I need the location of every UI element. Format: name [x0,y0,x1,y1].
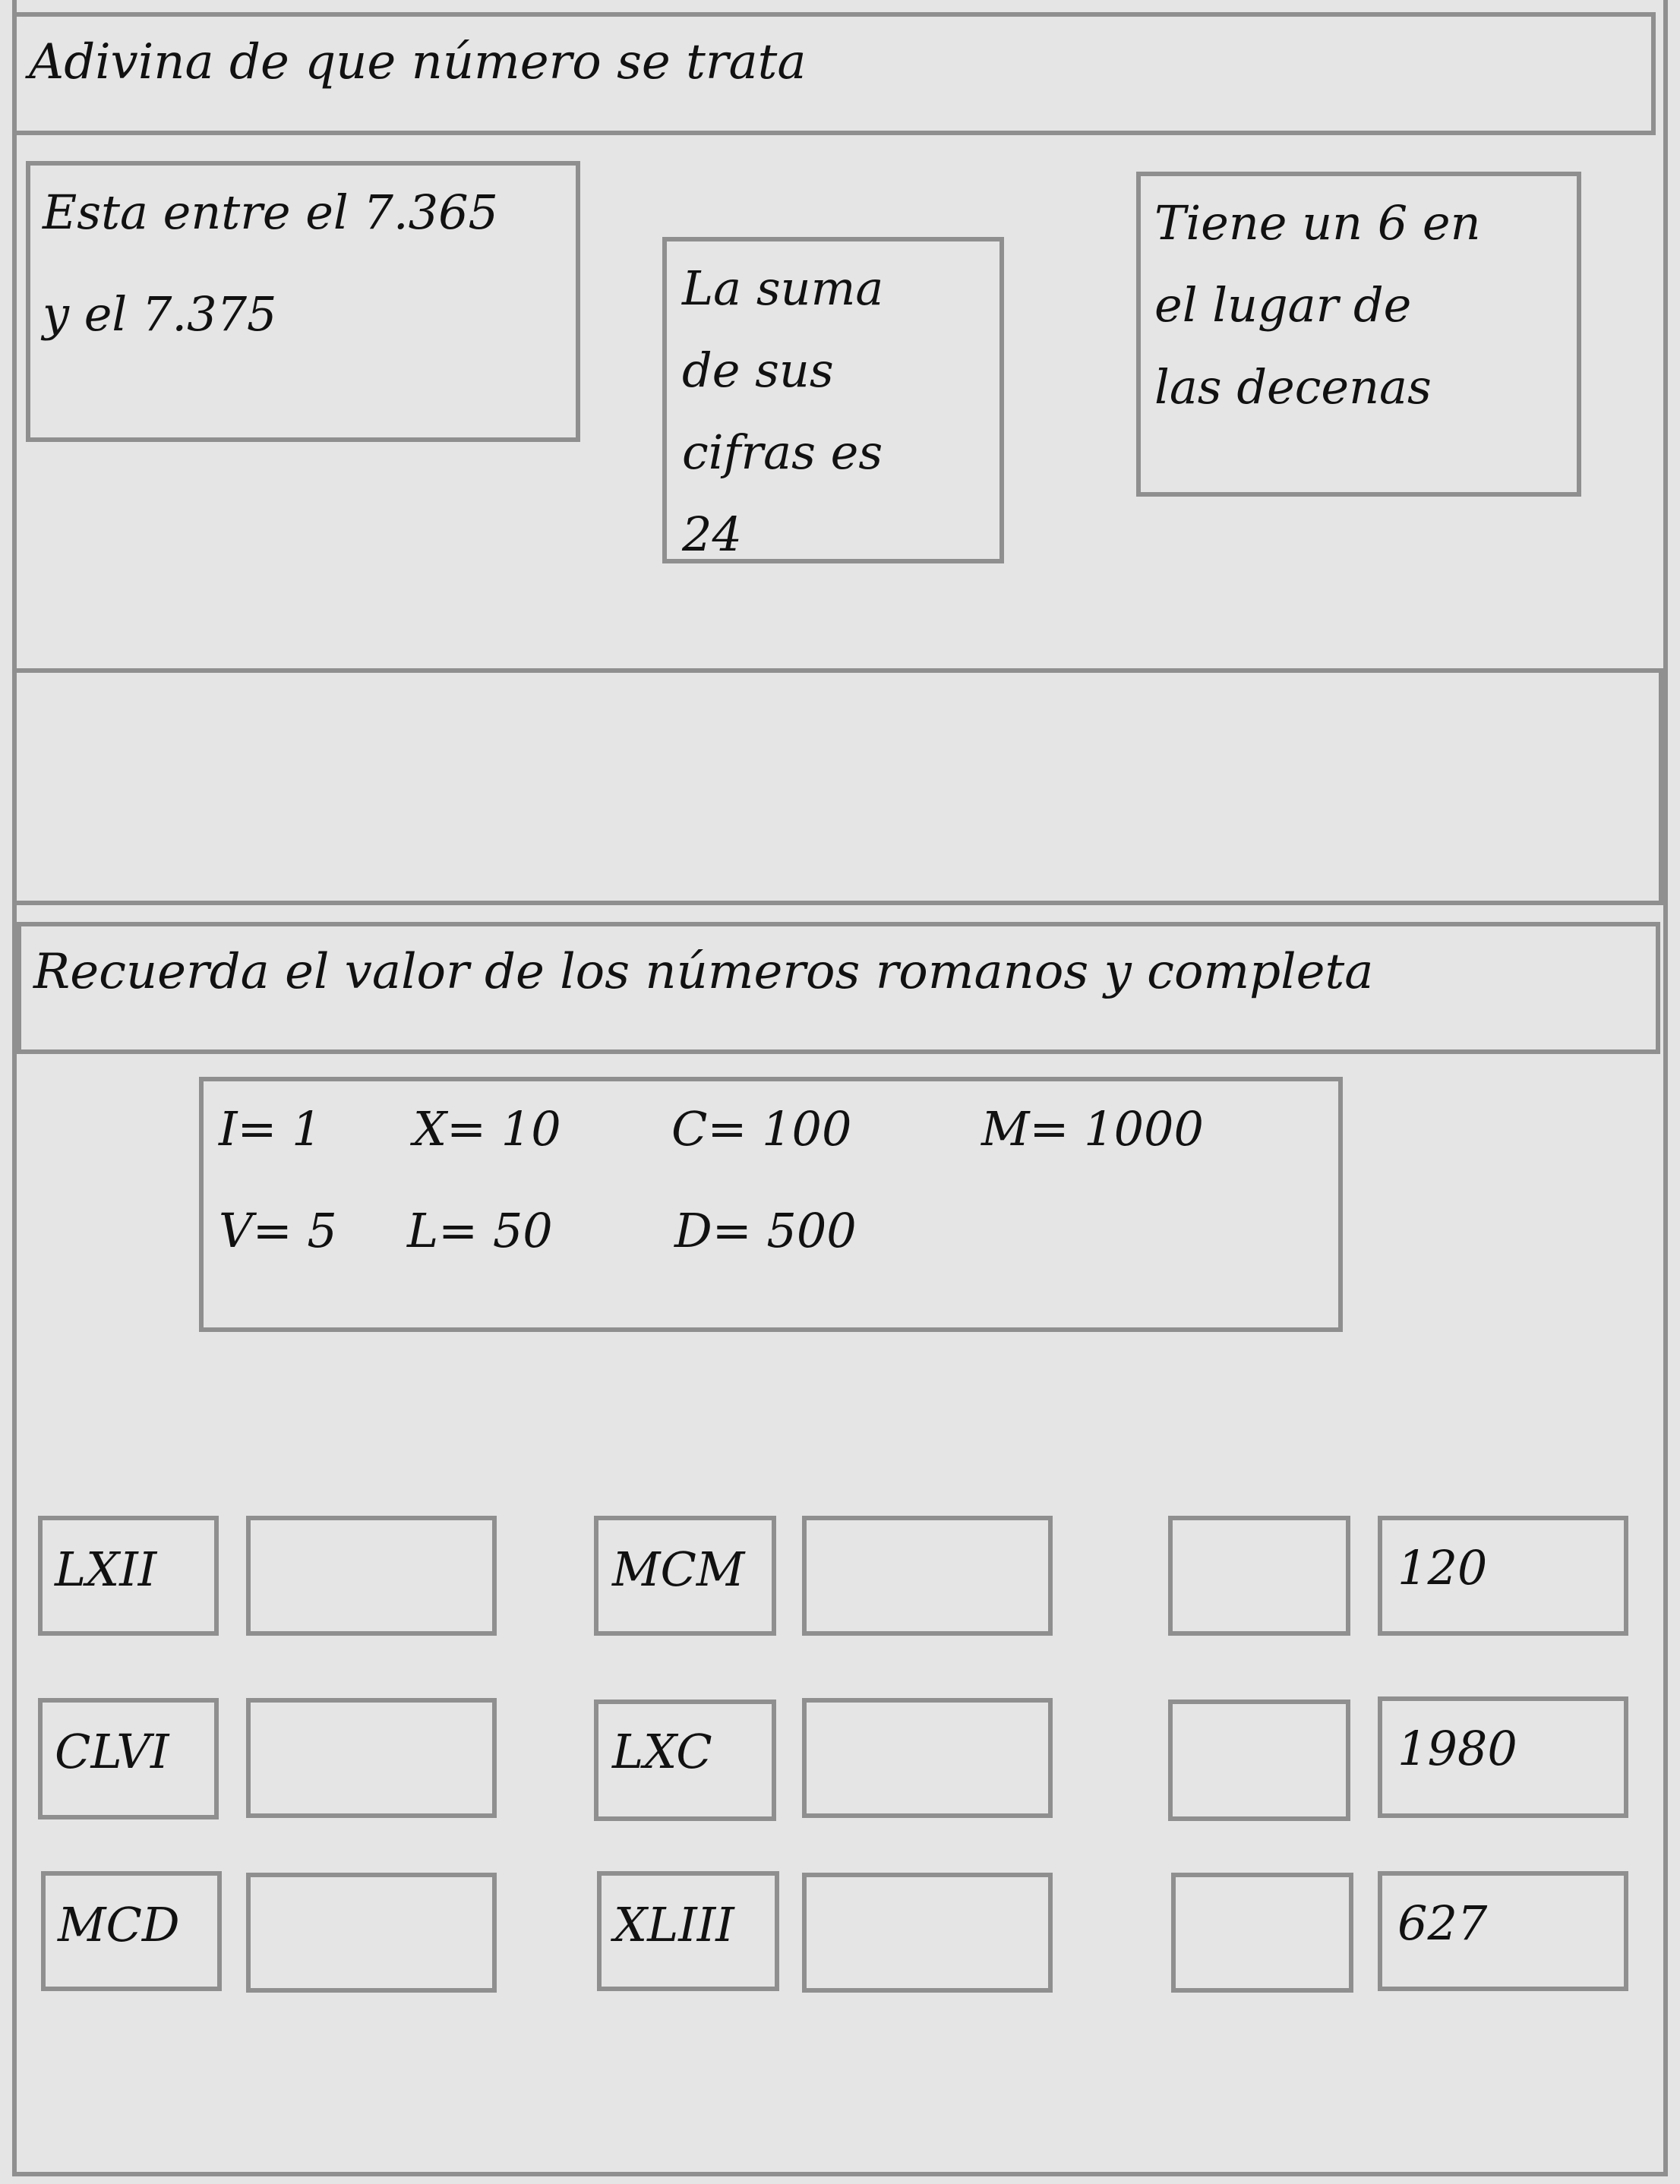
exercise-answer-input[interactable] [246,1698,497,1818]
section2-title: Recuerda el valor de los números romanos y completa [33,944,1374,1000]
exercise-roman-value: MCD [58,1897,180,1952]
legend-v: V= 5 [219,1203,337,1258]
exercise-answer-input[interactable] [802,1873,1053,1993]
clue-tens-line-1: Tiene un 6 en [1154,195,1481,251]
legend-c: C= 100 [671,1101,852,1157]
exercise-roman-value: LXC [612,1724,712,1779]
legend-x: X= 10 [413,1101,561,1157]
exercise-answer-input[interactable] [802,1698,1053,1818]
legend-l: L= 50 [407,1203,553,1258]
clue-sum-line-1: La suma [682,260,884,316]
clue-sum-line-2: de sus [682,342,834,398]
exercise-answer-input[interactable] [246,1873,497,1993]
exercise-answer-input[interactable] [1168,1700,1350,1821]
clue-range-line-2: y el 7.375 [43,286,277,342]
exercise-roman-value: CLVI [55,1724,169,1779]
clue-range-line-1: Esta entre el 7.365 [43,185,498,240]
exercise-answer-input[interactable] [802,1516,1053,1636]
exercise-number-value: 1980 [1397,1721,1517,1776]
exercise-answer-input[interactable] [1171,1873,1353,1993]
clue-tens-line-2: el lugar de [1154,277,1412,333]
legend-i: I= 1 [219,1101,322,1157]
exercise-number-value: 627 [1397,1895,1488,1951]
clue-sum-line-4: 24 [682,507,742,562]
exercise-roman-value: XLIII [614,1897,734,1952]
answer-box[interactable] [12,668,1663,905]
exercise-answer-input[interactable] [246,1516,497,1636]
exercise-answer-input[interactable] [1168,1516,1350,1636]
clue-sum-line-3: cifras es [682,424,883,480]
clue-tens-line-3: las decenas [1154,359,1432,415]
exercise-number-value: 120 [1397,1540,1488,1595]
exercise-roman-value: MCM [612,1542,745,1597]
legend-m: M= 1000 [981,1101,1204,1157]
legend-d: D= 500 [674,1203,857,1258]
section1-title: Adivina de que número se trata [29,34,807,90]
exercise-roman-value: LXII [55,1542,157,1597]
